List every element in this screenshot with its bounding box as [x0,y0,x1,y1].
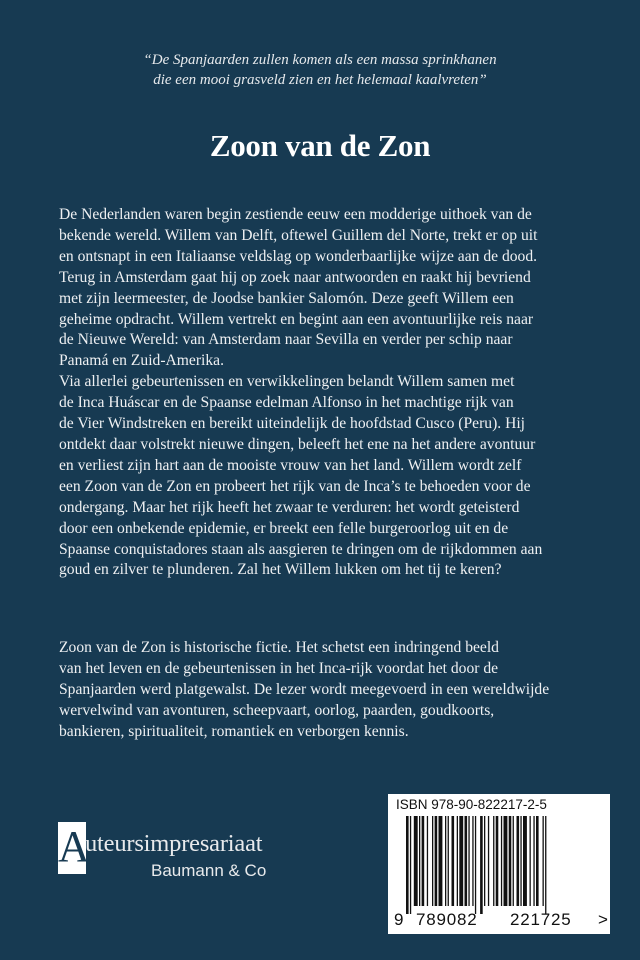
barcode-bar [545,816,546,914]
text-line: bekende wereld. Willem van Delft, oftewel Guillem del Norte, trekt er op uit [59,226,538,244]
publisher-subtitle: Baumann & Co [151,861,267,880]
barcode-bar [501,816,502,906]
barcode-bar [465,816,468,906]
quote-line-1: “De Spanjaarden zullen komen als een massa sprinkhanen [143,52,497,68]
barcode-bar [452,816,455,906]
blurb-paragraph-1 [59,205,599,581]
isbn-barcode [388,794,610,934]
barcode-bar [445,816,446,906]
barcode-digits-left: 789082 [416,910,478,929]
barcode-bar [439,816,443,906]
text-line: en ontsnapt in een Italiaanse veldslag op wonderbaarlijke wijze aan de dood. [59,247,538,265]
text-line: met zijn leermeester, de Joodse bankier Salomón. Deze geeft Willem een [59,289,514,307]
text-line: de Vier Windstreken en bereikt uiteindelijk de hoofdstad Cusco (Peru). Hij [59,415,525,433]
text-line: Spaanse conquistadores staan als aasgieren te dringen om de rijkdommen aan [59,540,543,558]
epigraph-quote [0,50,640,90]
barcode-bar [422,816,425,906]
publisher-logo [58,820,318,890]
barcode-bar [475,816,476,914]
text-line: ontdekt daar volstrekt nieuwe dingen, beleeft het ene na het andere avontuur [59,435,536,453]
quote-line-2: die een mooi grasveld zien en het helemaal kaalvreten” [153,72,487,88]
barcode-bar [536,816,539,906]
barcode-bar [472,816,473,906]
barcode-bar [435,816,438,906]
text-line: de Nieuwe Wereld: van Amsterdam naar Sevilla en verder per schip naar [59,331,513,349]
text-line: goud en zilver te plunderen. Zal het Willem lukken om het tij te keren? [59,561,502,579]
barcode-bar [513,816,514,906]
barcode-bar [480,816,483,914]
barcode-end-mark: > [598,910,609,929]
book-title: Zoon van de Zon [209,128,431,163]
text-line: geheime opdracht. Willem vertrekt en begint aan een avontuurlijke reis naar [59,310,534,328]
barcode-bar [414,816,418,906]
text-line: De Nederlanden waren begin zestiende eeuw een modderige uithoek van de [59,206,532,223]
text-line: bankieren, spiritualiteit, romantiek en verborgen kennis. [59,722,409,740]
barcode-bar [468,816,469,906]
barcode-bar [493,816,494,906]
barcode-bar [427,816,428,906]
text-line: Zoon van de Zon is historische fictie. Het schetst een indringend beeld [59,639,499,656]
text-line: en verliest zijn hart aan de mooiste vrouw van het land. Willem wordt zelf [59,456,522,474]
barcode-bar [543,816,544,906]
text-line: door een onbekende epidemie, er breekt een felle burgeroorlog uit en de [59,519,509,537]
barcode-digit-first: 9 [394,910,405,929]
publisher-logo-initial: A [58,822,90,871]
barcode-bar [484,816,485,906]
barcode-bar [410,816,411,914]
barcode-bar [419,816,420,906]
barcode-bar [459,816,463,906]
barcode-bar [406,816,409,914]
barcode-bar [504,816,508,906]
text-line: Panamá en Zuid-Amerika. [59,352,224,370]
barcode-bar [457,816,458,906]
text-line: ondergang. Maar het rijk heeft het zwaar te verduren: het wordt geteisterd [59,498,520,516]
barcode-bar [509,816,512,906]
barcode-bar [533,816,534,906]
text-line: Terug in Amsterdam gaat hij op zoek naar antwoorden en raakt hij bevriend [59,268,531,286]
publisher-name: uteursimpresariaat [85,830,263,857]
isbn-label: ISBN 978-90-822217-2-5 [396,797,547,812]
text-line: Via allerlei gebeurtenissen en verwikkelingen belandt Willem samen met [59,373,515,391]
barcode-bar [520,816,521,906]
text-line: wervelwind van avonturen, scheepvaart, oorlog, paarden, goudkoorts, [59,701,495,719]
barcode-bars [402,816,602,914]
barcode-bar [448,816,449,906]
text-line: van het leven en de gebeurtenissen in het Inca-rijk voordat het door de [59,659,499,677]
text-line: een Zoon van de Zon en probeert het rijk van de Inca’s te behoeden voor de [59,477,531,495]
barcode-bar [432,816,433,906]
text-line: de Inca Huáscar en de Spaanse edelman Alfonso in het machtige rijk van [59,394,514,412]
barcode-digits-right: 221725 [510,910,572,929]
barcode-bar [523,816,527,906]
blurb-paragraph-2 [59,638,599,743]
text-line: Spanjaarden werd platgewalst. De lezer wordt meegevoerd in een wereldwijde [59,680,550,698]
barcode-digits [388,910,610,930]
barcode-bar [530,816,531,906]
barcode-bar [517,816,520,906]
barcode-bar [488,816,489,906]
barcode-bar [496,816,499,906]
